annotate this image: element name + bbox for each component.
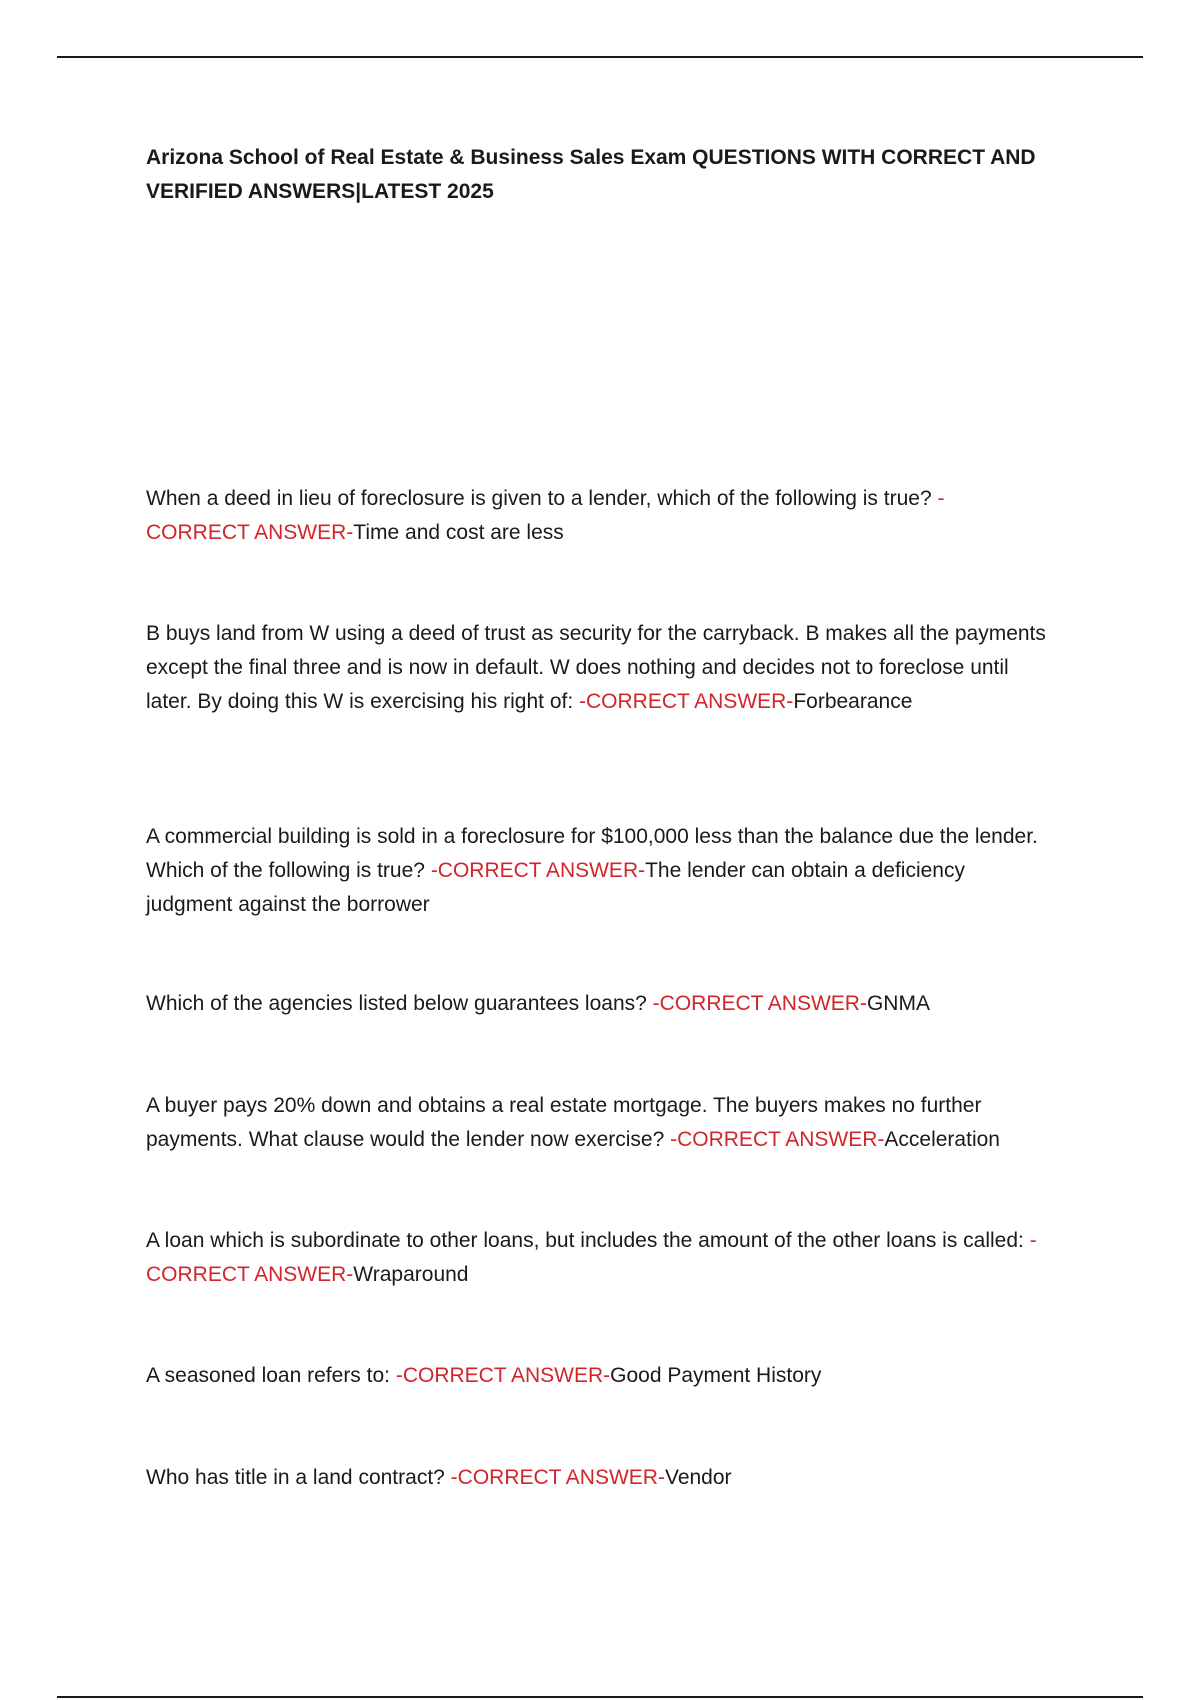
answer-marker: -CORRECT ANSWER- — [430, 859, 646, 882]
answer-marker: -CORRECT ANSWER- — [146, 487, 945, 544]
question-text: A commercial building is sold in a foreclosure for $100,000 less than the balance due the lender. Which of the following is true? — [146, 825, 1038, 882]
answer-text: The lender can obtain a deficiency judgment against the borrower — [146, 859, 965, 916]
question-text: A buyer pays 20% down and obtains a real estate mortgage. The buyers makes no further payments. What clause would the lender now exercise? — [146, 1094, 982, 1151]
document-title: Arizona School of Real Estate & Business Sales Exam QUESTIONS WITH CORRECT AND VERIFIED ANSWERS|LATEST 2025 — [146, 146, 1036, 203]
footer-rule — [57, 1696, 1143, 1698]
answer-marker: -CORRECT ANSWER- — [670, 1128, 885, 1151]
header-rule — [57, 56, 1143, 58]
answer-text: Vendor — [664, 1466, 732, 1489]
qa-item — [146, 617, 1046, 719]
qa-item — [146, 820, 1046, 922]
answer-text: Good Payment History — [610, 1364, 822, 1387]
answer-marker: -CORRECT ANSWER- — [146, 1229, 1037, 1286]
question-text: B buys land from W using a deed of trust as security for the carryback. B makes all the payments except the final three and is now in default. W does nothing and decides not to foreclose until later. By doing this W is exercising his right of: — [146, 622, 1046, 713]
qa-item — [146, 482, 1046, 550]
answer-marker: -CORRECT ANSWER- — [450, 1466, 665, 1489]
answer-text: Acceleration — [884, 1128, 1000, 1151]
qa-item — [146, 1359, 1046, 1393]
question-text: Which of the agencies listed below guarantees loans? — [146, 992, 653, 1015]
question-text: Who has title in a land contract? — [146, 1466, 451, 1489]
qa-item — [146, 1461, 1046, 1495]
answer-marker: -CORRECT ANSWER- — [652, 992, 867, 1015]
answer-text: Forbearance — [793, 690, 913, 713]
answer-marker: -CORRECT ANSWER- — [395, 1364, 611, 1387]
question-text: When a deed in lieu of foreclosure is given to a lender, which of the following is true? — [146, 487, 938, 510]
answer-marker: -CORRECT ANSWER- — [579, 690, 794, 713]
answer-text: Time and cost are less — [353, 521, 564, 544]
answer-text: GNMA — [866, 992, 930, 1015]
qa-item — [146, 987, 1046, 1021]
question-text: A seasoned loan refers to: — [146, 1364, 396, 1387]
answer-text: Wraparound — [353, 1263, 469, 1286]
question-text: A loan which is subordinate to other loans, but includes the amount of the other loans is called: — [146, 1229, 1030, 1252]
qa-item — [146, 1089, 1046, 1157]
qa-item — [146, 1224, 1046, 1292]
